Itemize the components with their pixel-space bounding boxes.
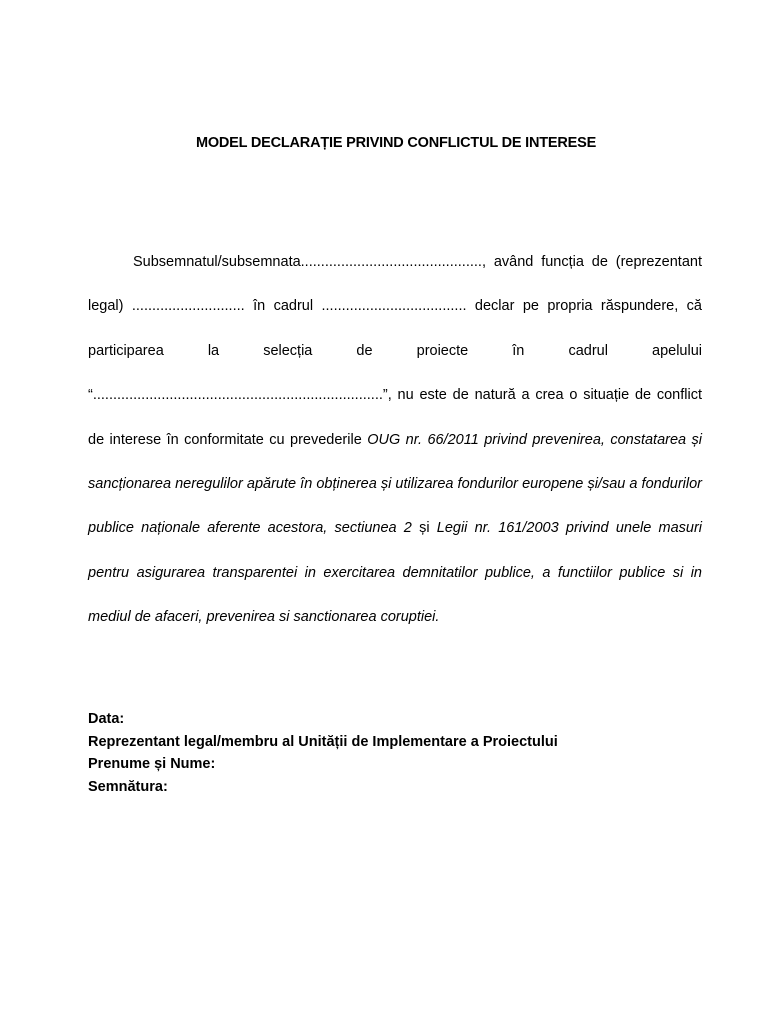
declaration-paragraph [88, 240, 702, 640]
signature-block [88, 708, 702, 798]
law-reference-text: Legii nr. 161/2003 privind unele masuri pentru asigurarea transparentei in exercitarea demnitatilor publice, a functiilor publice si in mediul de afaceri, prevenirea si sanctionarea coruptiei. [88, 520, 703, 626]
document-title: MODEL DECLARAȚIE PRIVIND CONFLICTUL DE INTERESE [195, 135, 597, 151]
date-label: Data: [88, 711, 125, 727]
oug-reference-text: OUG nr. 66/2011 privind prevenirea, constatarea și sancționarea neregulilor apărute în obținerea și utilizarea fondurilor europene și/sau a fondurilor publice naționale aferente acestora, sectiunea 2 [88, 431, 702, 537]
signature-label: Semnătura: [88, 778, 168, 795]
declaration-intro-text: Subsemnatul/subsemnata............................................., având funcția de (reprezentant legal) ............................ în cadrul .................................... declar pe propria răspundere, că participarea la selecția de proiecte în cadrul apelului “........................................................................”, nu este de natură a crea o situație de conflict de interese în conformitate cu prevederile [88, 254, 702, 448]
connector-text: și [411, 520, 437, 537]
name-label: Prenume și Nume: [88, 756, 216, 772]
representative-label: Reprezentant legal/membru al Unității de Implementare a Proiectului [88, 733, 558, 750]
